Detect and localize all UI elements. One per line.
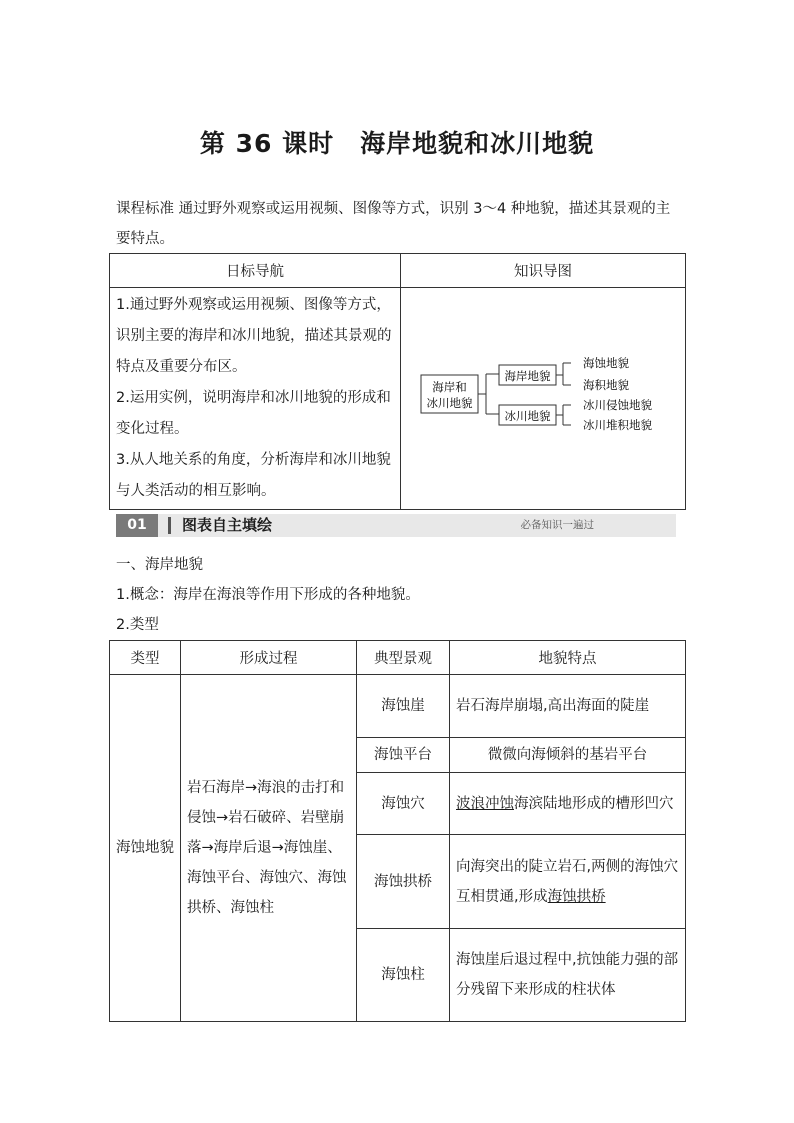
landscape-cell: 海蚀拱桥: [357, 835, 450, 929]
landscape-cell: 海蚀穴: [357, 773, 450, 835]
table-row: [110, 675, 686, 738]
mindmap-root-line1: 海岸和: [432, 379, 467, 394]
goals-cell: [110, 288, 401, 510]
goal-item: 1.通过野外观察或运用视频、图像等方式，识别主要的海岸和冰川地貌，描述其景观的特点及重要分布区。: [116, 297, 392, 375]
landscape-cell: 海蚀平台: [357, 738, 450, 773]
concept-text: 海岸在海浪等作用下形成的各种地貌。: [173, 587, 420, 603]
feature-text: 向海突出的陡立岩石,两侧的海蚀穴互相贯通,形成: [456, 858, 679, 905]
process-cell: 岩石海岸→海浪的击打和侵蚀→岩石破碎、岩壁崩落→海岸后退→海蚀崖、海蚀平台、海蚀穴、海蚀拱桥、海蚀柱: [181, 675, 357, 1022]
coastal-landform-table: [109, 640, 686, 1022]
standard-text: 通过野外观察或运用视频、图像等方式，识别 3～4 种地貌，描述其景观的主要特点。: [116, 201, 671, 247]
concept-label: 1.概念：: [116, 587, 174, 603]
mindmap-leaf: 冰川侵蚀地貌: [583, 397, 652, 412]
col-header: 地貌特点: [450, 641, 686, 675]
mindmap-leaf: 海蚀地貌: [583, 355, 629, 370]
feature-cell: 岩石海岸崩塌,高出海面的陡崖: [450, 675, 686, 738]
feature-cell: [450, 835, 686, 929]
landscape-cell: 海蚀柱: [357, 929, 450, 1022]
mindmap-branch-coast: 海岸地貌: [504, 368, 551, 383]
goals-header: 日标导航: [110, 254, 401, 288]
section-divider: [168, 517, 171, 534]
feature-cell: 海蚀崖后退过程中,抗蚀能力强的部分残留下来形成的柱状体: [450, 929, 686, 1022]
section-title: 图表自主填绘: [182, 516, 273, 534]
col-header: 形成过程: [181, 641, 357, 675]
lesson-topic: 海岸地貌和冰川地貌: [360, 129, 595, 158]
section-number: 01: [116, 514, 158, 537]
goal-item: 3.从人地关系的角度，分析海岸和冰川地貌与人类活动的相互影响。: [116, 452, 391, 499]
feature-underlined: 海蚀拱桥: [547, 888, 606, 905]
mindmap-leaf: 海积地貌: [583, 377, 629, 392]
coast-concept: [116, 583, 420, 604]
types-label: 2.类型: [116, 617, 159, 633]
curriculum-standard: [116, 194, 684, 254]
goal-item: 2.运用实例，说明海岸和冰川地貌的形成和变化过程。: [116, 390, 391, 437]
landscape-cell: 海蚀崖: [357, 675, 450, 738]
section-tag: 必备知识一遍过: [520, 519, 594, 531]
mindmap-header: 知识导图: [401, 254, 686, 288]
goals-mindmap-table: [109, 253, 686, 510]
mindmap-cell: [401, 288, 686, 510]
feature-cell: 微微向海倾斜的基岩平台: [450, 738, 686, 773]
coast-heading: 一、海岸地貌: [116, 557, 203, 573]
feature-text: 海滨陆地形成的槽形凹穴: [514, 795, 674, 812]
type-cell: 海蚀地貌: [110, 675, 181, 1022]
feature-underlined: 波浪冲蚀: [456, 795, 514, 812]
standard-label: 课程标准: [116, 201, 174, 217]
page-title: [0, 124, 794, 160]
knowledge-mindmap: [401, 349, 685, 449]
feature-cell: [450, 773, 686, 835]
lesson-number: 第 36 课时: [199, 129, 335, 158]
col-header: 类型: [110, 641, 181, 675]
mindmap-branch-glacier: 冰川地貌: [504, 408, 551, 423]
mindmap-leaf: 冰川堆积地貌: [583, 417, 652, 432]
col-header: 典型景观: [357, 641, 450, 675]
mindmap-root-line2: 冰川地貌: [426, 395, 473, 410]
section-banner: [116, 514, 676, 537]
